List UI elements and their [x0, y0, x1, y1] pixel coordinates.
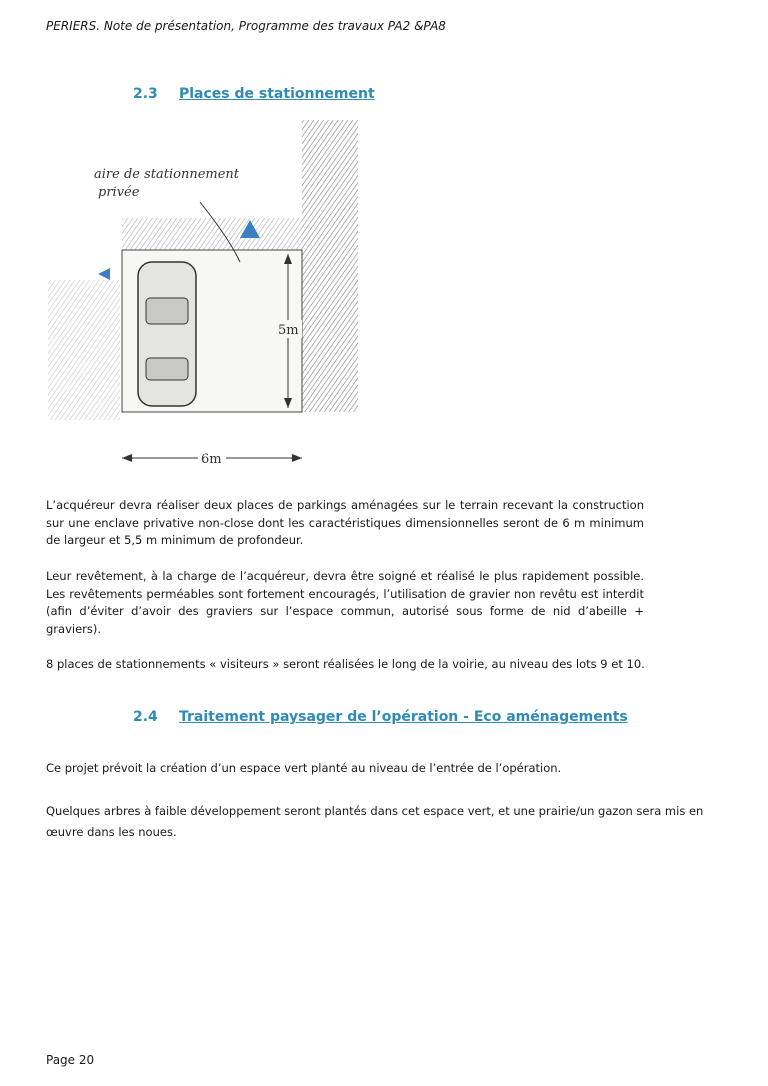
right-hedge [302, 120, 358, 412]
section-number: 2.4 [133, 709, 158, 725]
width-label: 6m [201, 452, 222, 467]
top-hedge [122, 218, 302, 250]
page-number: Page 20 [46, 1053, 95, 1067]
width-arrow-left [122, 454, 132, 462]
figure-caption-line1: aire de stationnement [94, 167, 240, 182]
section-title: Places de stationnement [179, 86, 375, 102]
triangle-marker-left [98, 268, 110, 280]
paragraph-trees-meadow: Quelques arbres à faible développement seront plantés dans cet espace vert, et une prairie/un gazon sera mis en œuvre dans les noues. [46, 804, 704, 839]
section-heading-2-3 [133, 86, 375, 102]
section-number: 2.3 [133, 86, 158, 102]
width-arrow-right [292, 454, 302, 462]
paragraph-parking-requirements: L’acquéreur devra réaliser deux places de parkings aménagées sur le terrain recevant la construction sur une enclave privative non-close dont les caractéristiques dimensionnelles seront de 6 m minimum de largeur et 5,5 m minimum de profondeur. [46, 498, 644, 547]
depth-label: 5m [278, 323, 299, 338]
left-bush [48, 280, 120, 420]
paragraph-surface-treatment: Leur revêtement, à la charge de l’acquéreur, devra être soigné et réalisé le plus rapidement possible. Les revêtements perméables sont fortement encouragés, l’utilisation de gravier non revêtu est interdit (afin d’éviter d’avoir des graviers sur l’espace commun, autorisé sous forme de nid d’abeille + graviers). [46, 569, 644, 636]
paragraph-visitor-parking: 8 places de stationnements « visiteurs » seront réalisées le long de la voirie, au niveau des lots 9 et 10. [46, 657, 645, 671]
car-sketch [138, 262, 196, 406]
section-heading-2-4 [133, 709, 628, 725]
paragraph-green-space: Ce projet prévoit la création d’un espace vert planté au niveau de l’entrée de l’opération. [46, 761, 562, 775]
section-title: Traitement paysager de l’opération - Eco aménagements [179, 709, 628, 725]
parking-sketch-figure [40, 120, 370, 476]
document-header: PERIERS. Note de présentation, Programme des travaux PA2 &PA8 [46, 19, 446, 33]
figure-caption-line2: privée [98, 185, 140, 200]
